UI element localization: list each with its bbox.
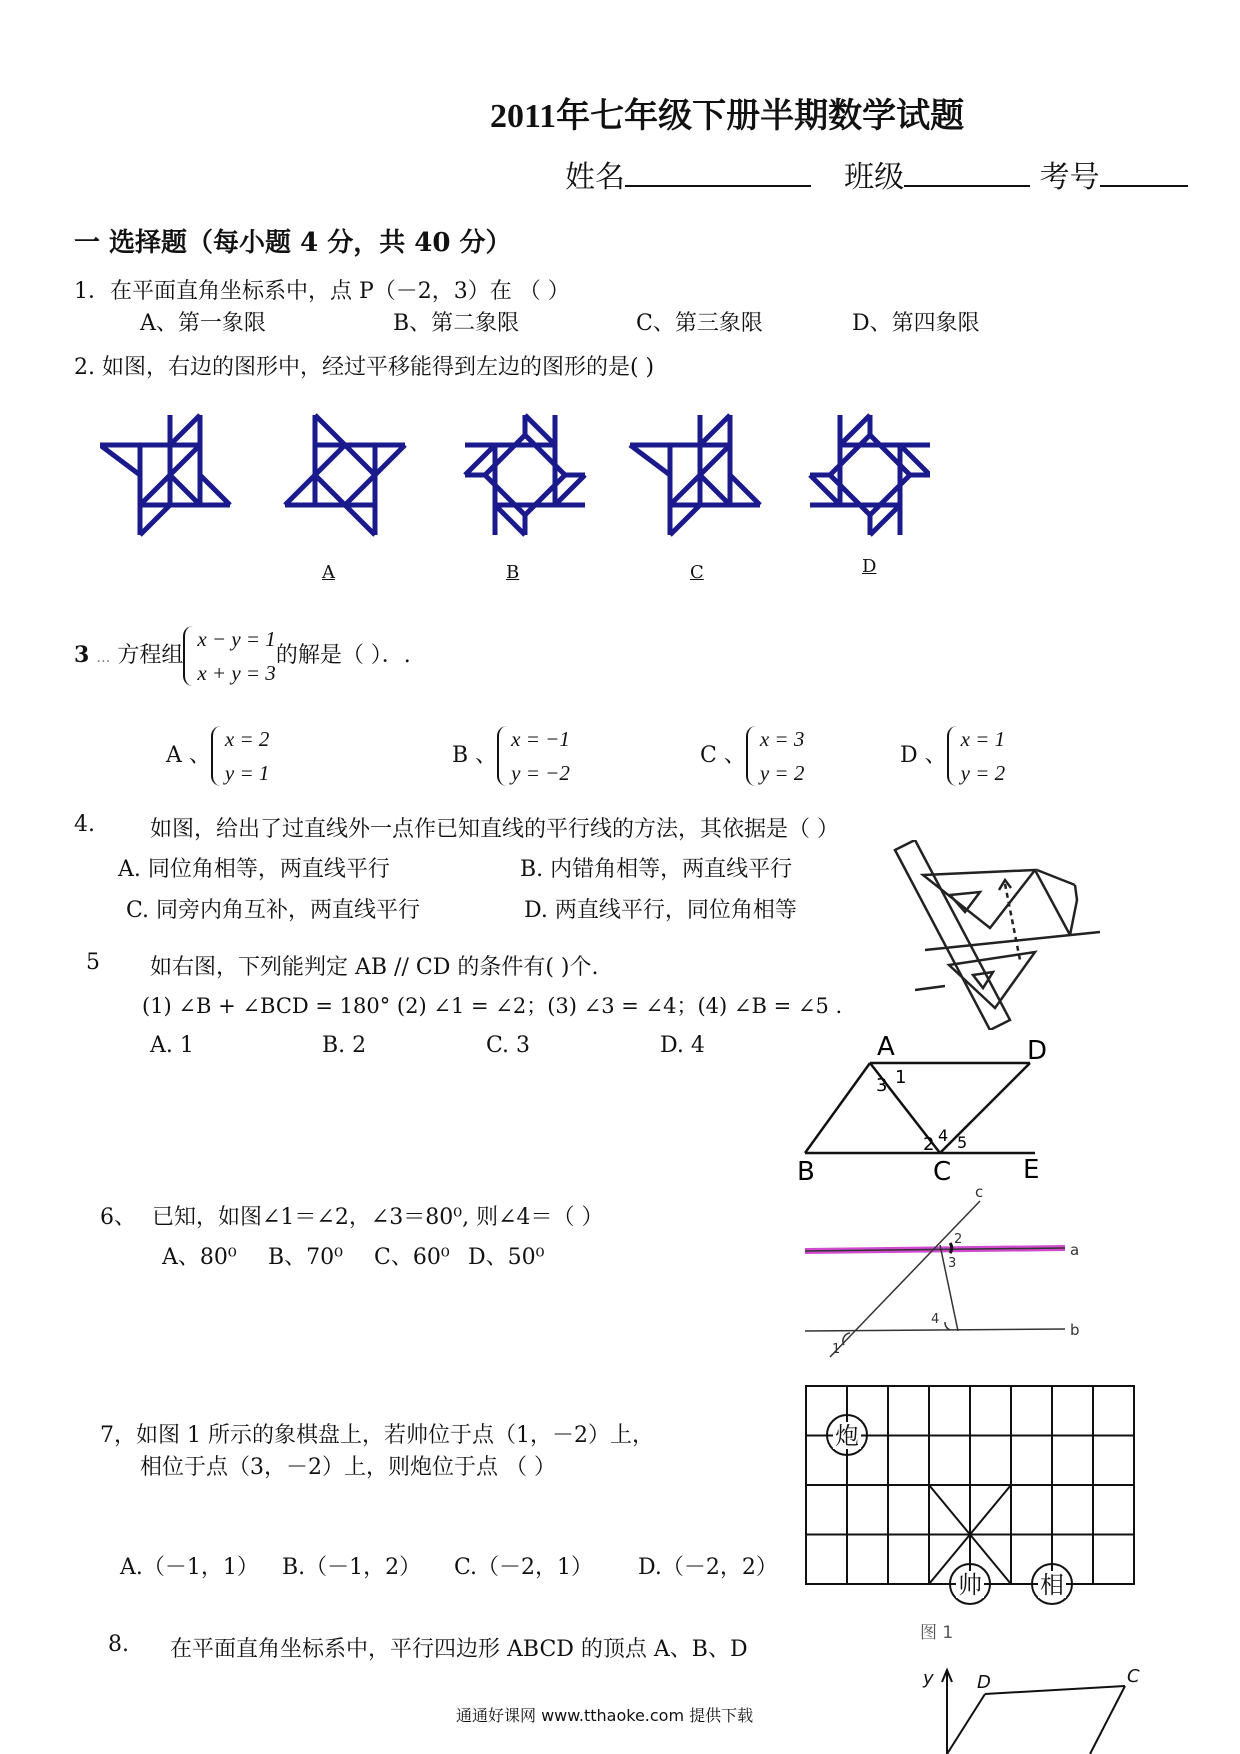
- ruler: [895, 840, 1010, 1030]
- q3-option-a: [166, 722, 269, 790]
- q6-fig-angle-1: 1: [832, 1342, 841, 1357]
- pinwheel-figure-a: [285, 415, 405, 535]
- set-square-figure: [885, 840, 1105, 1030]
- q8-number: 8.: [108, 1632, 129, 1657]
- q5-fig-angle-3: 3: [876, 1075, 888, 1096]
- q6-fig-label-a: a: [1070, 1241, 1080, 1259]
- figure-1-caption: 图 1: [920, 1623, 954, 1640]
- q3-option-d-y: y = 2: [960, 761, 1006, 785]
- q2-label-d: D: [862, 556, 877, 577]
- number-label: 考号: [1039, 160, 1100, 195]
- q1-option-a: A、第一象限: [140, 311, 266, 336]
- q5-fig-label-e: E: [1023, 1155, 1040, 1185]
- q3-dots: …: [96, 650, 111, 666]
- parallel-lines-figure: [800, 1185, 1100, 1360]
- q5-option-c: C. 3: [486, 1033, 531, 1058]
- q6-fig-angle-4: 4: [931, 1312, 940, 1327]
- coordinate-figure: [905, 1660, 1155, 1754]
- q5-fig-label-b: B: [797, 1157, 815, 1187]
- q3-option-a-label: A 、: [166, 743, 211, 768]
- q7-option-a: A.（－1，1）: [120, 1555, 259, 1580]
- shuai-piece: 帅: [958, 1571, 982, 1599]
- q3-lead: 方程组: [117, 643, 184, 668]
- q2-label-a: A: [322, 562, 335, 583]
- q5-fig-angle-2: 2: [923, 1134, 935, 1155]
- q3-option-c-y: y = 2: [759, 761, 805, 785]
- q3-eq2: x + y = 3: [197, 661, 276, 685]
- q5-option-b: B. 2: [322, 1033, 367, 1058]
- q3-option-a-y: y = 1: [224, 761, 270, 785]
- q3-option-b-y: y = −2: [511, 761, 570, 785]
- q3-option-d: [900, 722, 1005, 790]
- q3-option-b-label: B 、: [452, 743, 498, 768]
- q6-fig-label-b: b: [1070, 1321, 1080, 1339]
- q2-label-b: B: [506, 562, 520, 583]
- q6-fig-label-c: c: [975, 1185, 984, 1201]
- q2-label-c: C: [690, 562, 704, 583]
- q4-option-d: D. 两直线平行，同位角相等: [524, 898, 797, 923]
- question-5-text: 如右图，下列能判定 AB // CD 的条件有( )个.: [150, 955, 599, 980]
- q5-fig-label-d: D: [1027, 1036, 1048, 1066]
- q6-option-b: B、70⁰: [268, 1245, 343, 1270]
- parallelogram-figure: [795, 1030, 1065, 1190]
- pinwheel-figures: [100, 405, 930, 545]
- class-label: 班级: [844, 160, 905, 195]
- q3-option-c-label: C 、: [700, 743, 746, 768]
- pinwheel-figure-c: [630, 415, 760, 535]
- q5-fig-label-a: A: [877, 1032, 895, 1062]
- q4-number: 4.: [74, 812, 95, 837]
- q6-option-c: C、60⁰: [374, 1245, 450, 1270]
- xiang-piece: 相: [1040, 1571, 1064, 1599]
- q1-option-d: D、第四象限: [852, 311, 980, 336]
- q6-fig-angle-3: 3: [948, 1256, 957, 1271]
- q6-fig-angle-2: 2: [954, 1232, 963, 1247]
- q5-number: 5: [86, 950, 100, 975]
- q8-fig-label-d: D: [977, 1672, 991, 1693]
- q5-fig-label-c: C: [933, 1157, 952, 1187]
- q5-option-d: D. 4: [660, 1033, 705, 1058]
- q8-fig-label-y: y: [923, 1668, 934, 1689]
- chessboard-figure: [800, 1380, 1140, 1640]
- q6-option-d: D、50⁰: [468, 1245, 545, 1270]
- q6-number: 6、: [100, 1205, 136, 1230]
- student-info-row: [565, 152, 1188, 196]
- q4-option-b: B. 内错角相等，两直线平行: [520, 857, 793, 882]
- section-title: 一 选择题（每小题 4 分，共 40 分）: [74, 228, 512, 258]
- footer-text: 通通好课网 www.tthaoke.com 提供下载: [456, 1706, 754, 1725]
- q3-eq1: x − y = 1: [197, 627, 276, 651]
- q1-option-b: B、第二象限: [393, 311, 520, 336]
- q1-option-c: C、第三象限: [636, 311, 763, 336]
- q3-option-c: [700, 722, 804, 790]
- q7-option-c: C.（－2，1）: [454, 1555, 594, 1580]
- number-blank: [1100, 159, 1188, 187]
- q3-option-b-x: x = −1: [511, 727, 570, 751]
- q5-fig-angle-4: 4: [938, 1126, 949, 1145]
- pinwheel-figure-d: [810, 415, 930, 535]
- name-blank: [625, 159, 811, 187]
- pao-piece: 炮: [835, 1422, 859, 1450]
- q4-option-a: A. 同位角相等，两直线平行: [118, 857, 390, 882]
- q5-fig-angle-1: 1: [895, 1067, 907, 1088]
- q4-option-c: C. 同旁内角互补，两直线平行: [126, 898, 421, 923]
- q3-option-c-x: x = 3: [759, 727, 805, 751]
- q3-suffix: 的解是（ ）．.: [275, 643, 411, 668]
- pinwheel-original-figure: [100, 415, 230, 535]
- q3-number: 3: [74, 642, 90, 668]
- name-label: 姓名: [565, 160, 625, 195]
- q3-option-a-x: x = 2: [224, 727, 270, 751]
- q6-option-a: A、80⁰: [162, 1245, 237, 1270]
- q5-conditions: (1) ∠B + ∠BCD = 180° (2) ∠1 = ∠2；(3) ∠3 = ∠4；(4) ∠B = ∠5 .: [142, 994, 843, 1018]
- question-1-text: 1．在平面直角坐标系中，点 P（－2，3）在 （ ）: [74, 279, 570, 304]
- q3-option-d-label: D 、: [900, 743, 947, 768]
- question-3: [74, 622, 411, 690]
- q3-option-d-x: x = 1: [960, 727, 1006, 751]
- q7-option-d: D.（－2，2）: [638, 1555, 778, 1580]
- q5-option-a: A. 1: [150, 1033, 194, 1058]
- question-4-text: 如图，给出了过直线外一点作已知直线的平行线的方法，其依据是（ ）: [150, 817, 839, 842]
- question-7-line-1: 7，如图 1 所示的象棋盘上，若帅位于点（1，－2）上，: [100, 1423, 654, 1448]
- question-8-text: 在平面直角坐标系中，平行四边形 ABCD 的顶点 A、B、D: [170, 1637, 748, 1662]
- q7-option-b: B.（－1，2）: [282, 1555, 422, 1580]
- q5-fig-angle-5: 5: [957, 1133, 968, 1152]
- class-blank: [904, 159, 1030, 187]
- question-7-line-2: 相位于点（3，－2）上，则炮位于点 （ ）: [140, 1455, 556, 1480]
- question-6-text: 已知，如图∠1＝∠2，∠3＝80⁰, 则∠4＝（ ）: [152, 1205, 604, 1230]
- q3-equation-system: [183, 622, 275, 690]
- q8-fig-label-c: C: [1127, 1666, 1140, 1687]
- pinwheel-figure-b: [465, 415, 585, 535]
- question-2-text: 2. 如图，右边的图形中，经过平移能得到左边的图形的是( ): [74, 355, 655, 380]
- page-title: 2011年七年级下册半期数学试题: [490, 98, 965, 135]
- q3-option-b: [452, 722, 570, 790]
